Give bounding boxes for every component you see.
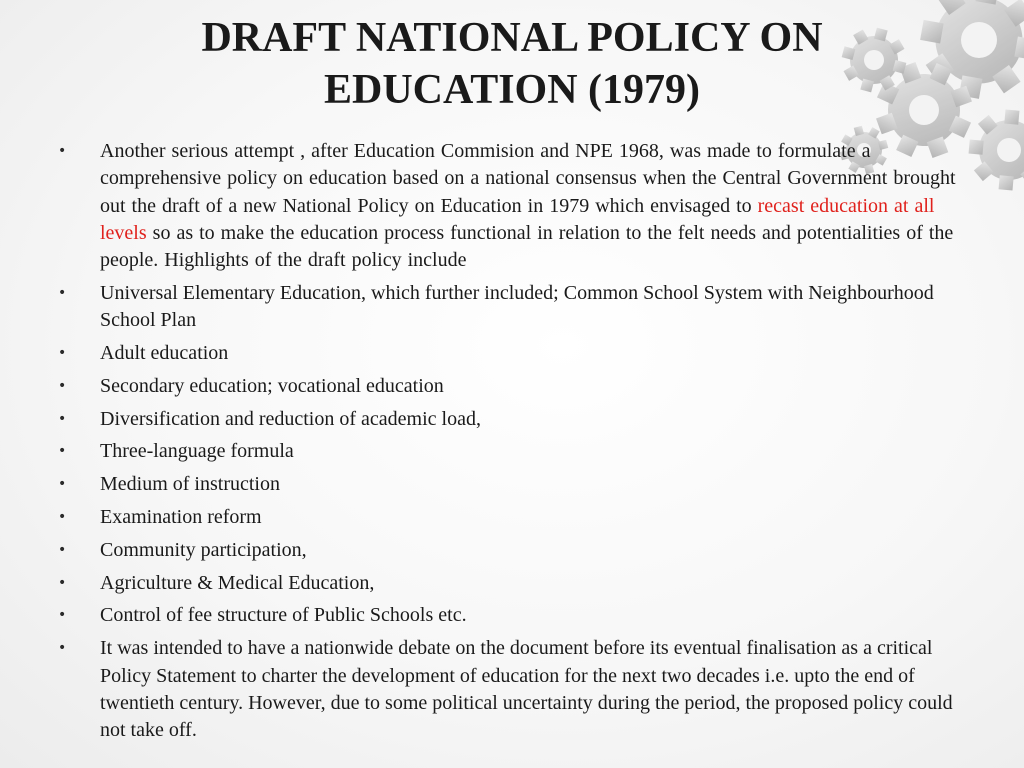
list-item — [56, 537, 966, 564]
list-item — [56, 406, 966, 433]
list-item-text: Three-language formula — [100, 440, 294, 463]
list-item — [56, 602, 966, 629]
list-item-intro — [56, 138, 966, 274]
list-item — [56, 438, 966, 465]
list-item — [56, 373, 966, 400]
list-item-text: Community participation, — [100, 538, 307, 561]
bullet-icon: • — [58, 574, 67, 591]
list-item-text: Diversification and reduction of academic load, — [100, 407, 481, 430]
title-line-1: DRAFT NATIONAL POLICY ON — [201, 15, 823, 61]
list-item — [56, 570, 966, 597]
bullet-icon: • — [58, 284, 67, 301]
list-item — [56, 635, 966, 744]
slide-title — [0, 12, 1024, 116]
bullet-icon: • — [58, 640, 67, 657]
intro-highlight: recast education at all levels — [100, 194, 935, 244]
bullet-icon: • — [58, 377, 67, 394]
bullet-icon: • — [58, 541, 67, 558]
bullet-list — [56, 138, 966, 750]
bullet-icon: • — [58, 143, 67, 159]
list-item — [56, 280, 966, 335]
list-item-text: Examination reform — [100, 506, 262, 529]
list-item — [56, 340, 966, 367]
bullet-icon: • — [58, 410, 67, 427]
bullet-icon: • — [58, 345, 67, 362]
intro-after: so as to make the education process functional in relation to the felt needs and potentialities of the people. Highlights of the draft policy include — [100, 221, 954, 272]
bullet-icon: • — [58, 509, 67, 526]
intro-before: Another serious attempt , after Education Commision and NPE 1968, was made to formulate a comprehensive policy on education based on a national consensus when the Central Government brought out the draft of a new National Policy on Education in 1979 which envisaged to — [100, 140, 956, 217]
intro-text — [100, 138, 966, 274]
list-item-text: Secondary education; vocational education — [100, 374, 444, 397]
title-line-2: EDUCATION (1979) — [323, 67, 701, 113]
list-item — [56, 471, 966, 498]
list-item-text: Universal Elementary Education, which further included; Common School System with Neighbourhood School Plan — [100, 281, 934, 332]
list-item-text: Agriculture & Medical Education, — [100, 571, 375, 594]
list-item-text: Control of fee structure of Public Schools etc. — [100, 604, 467, 627]
list-item-text: Adult education — [100, 342, 229, 365]
bullet-icon: • — [58, 476, 67, 493]
list-item — [56, 504, 966, 531]
bullet-icon: • — [58, 607, 67, 624]
list-item-text: Medium of instruction — [100, 473, 280, 496]
list-item-text: It was intended to have a nationwide debate on the document before its eventual finalisation as a critical Policy Statement to charter the development of education for the next two decades i.e. upto the end of twentieth century. However, due to some political uncertainty during the period, the proposed policy could not take off. — [100, 637, 953, 742]
bullet-icon: • — [58, 443, 67, 460]
